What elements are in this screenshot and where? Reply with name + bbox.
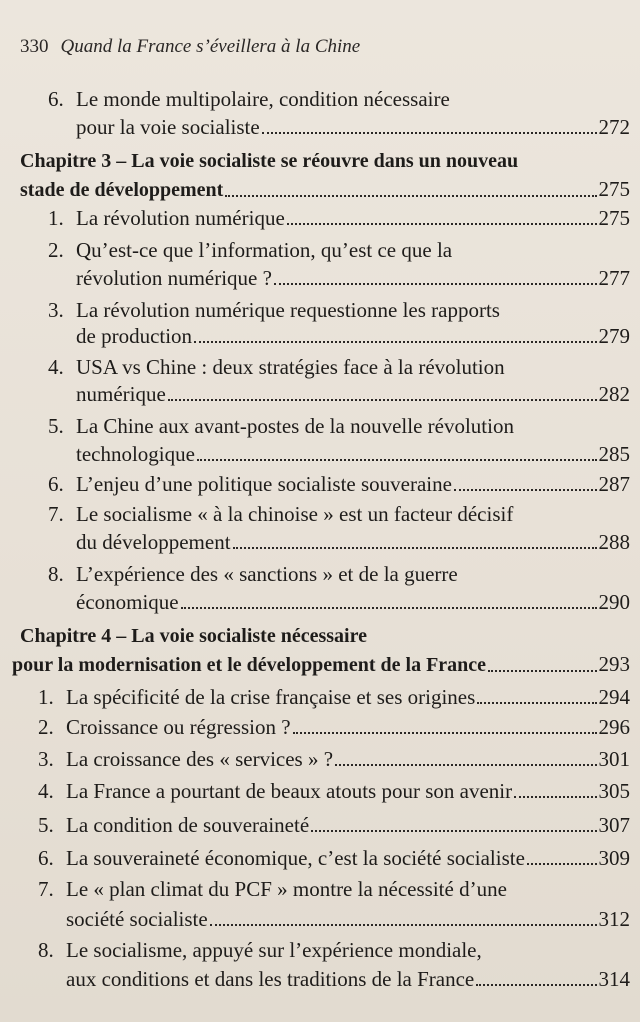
entry-title: L’enjeu d’une politique socialiste souveraine (76, 472, 452, 496)
dot-leader (262, 132, 597, 134)
entry-number: 8. (48, 562, 64, 586)
toc-entry (48, 413, 620, 439)
toc-entry (38, 876, 620, 902)
dot-leader (274, 283, 597, 285)
entry-page-number: 272 (598, 115, 630, 139)
toc-entry (76, 114, 630, 140)
chapter-entry (20, 176, 630, 203)
dot-leader (454, 489, 597, 491)
toc-entry (76, 323, 630, 349)
entry-title: La spécificité de la crise française et ses origines (66, 685, 476, 709)
entry-page-number: 307 (598, 813, 630, 837)
dot-leader (488, 670, 596, 672)
dot-leader (197, 459, 597, 461)
entry-page-number: 275 (598, 206, 630, 230)
toc-entry (48, 86, 620, 112)
dot-leader (210, 924, 597, 926)
toc-entry (48, 471, 630, 497)
dot-leader (168, 399, 597, 401)
toc-entry (38, 778, 630, 804)
entry-title: La révolution numérique (76, 206, 285, 230)
dot-leader (476, 984, 596, 986)
entry-page-number: 305 (598, 779, 630, 803)
entry-page-number: 277 (598, 266, 630, 290)
entry-title: de production (76, 324, 193, 348)
entry-number: 6. (48, 87, 64, 111)
entry-number: 2. (48, 238, 64, 262)
entry-title: L’expérience des « sanctions » et de la guerre (76, 562, 458, 586)
entry-title: du développement (76, 530, 231, 554)
entry-number: 2. (38, 715, 54, 739)
dot-leader (477, 702, 596, 704)
dot-leader (293, 732, 597, 734)
toc-entry (38, 845, 630, 871)
toc-entry (38, 714, 630, 740)
entry-title: numérique (76, 382, 166, 406)
entry-page-number: 293 (598, 652, 630, 676)
entry-page-number: 294 (598, 685, 630, 709)
entry-number: 1. (48, 206, 64, 230)
entry-title: La Chine aux avant-postes de la nouvelle révolution (76, 414, 514, 438)
toc-entry (38, 684, 630, 710)
entry-page-number: 287 (598, 472, 630, 496)
toc-entry (76, 589, 630, 615)
entry-page-number: 282 (598, 382, 630, 406)
entry-title: aux conditions et dans les traditions de la France (66, 967, 475, 991)
entry-page-number: 314 (598, 967, 630, 991)
page-number: 330 (20, 36, 49, 57)
entry-title: Le socialisme « à la chinoise » est un facteur décisif (76, 502, 514, 526)
dot-leader (181, 607, 597, 609)
chapter-entry (20, 148, 620, 174)
entry-number: 4. (38, 779, 54, 803)
entry-number: 7. (38, 877, 54, 901)
entry-title: Chapitre 3 – La voie socialiste se réouvre dans un nouveau (20, 150, 519, 172)
dot-leader (287, 223, 597, 225)
toc-entry (48, 501, 620, 527)
dot-leader (194, 341, 596, 343)
entry-page-number: 279 (598, 324, 630, 348)
entry-page-number: 312 (598, 907, 630, 931)
entry-page-number: 288 (598, 530, 630, 554)
entry-title: révolution numérique ? (76, 266, 272, 290)
dot-leader (233, 547, 597, 549)
entry-number: 1. (38, 685, 54, 709)
entry-title: pour la modernisation et le développement de la France (12, 654, 487, 676)
entry-number: 5. (48, 414, 64, 438)
entry-page-number: 301 (598, 747, 630, 771)
toc-entry (76, 441, 630, 467)
toc-entry (48, 561, 620, 587)
toc-entry (76, 265, 630, 291)
entry-number: 3. (38, 747, 54, 771)
entry-number: 6. (48, 472, 64, 496)
entry-title: USA vs Chine : deux stratégies face à la révolution (76, 355, 505, 379)
toc-entry (38, 812, 630, 838)
entry-title: La France a pourtant de beaux atouts pour son avenir (66, 779, 513, 803)
chapter-entry (12, 651, 630, 678)
book-title: Quand la France s’éveillera à la Chine (60, 36, 361, 57)
dot-leader (527, 863, 597, 865)
entry-title: société socialiste (66, 907, 208, 931)
entry-title: La croissance des « services » ? (66, 747, 334, 771)
toc-entry (48, 205, 630, 231)
entry-title: pour la voie socialiste (76, 115, 260, 139)
entry-title: Le socialisme, appuyé sur l’expérience mondiale, (66, 938, 482, 962)
entry-title: Croissance ou régression ? (66, 715, 291, 739)
toc-entry (48, 354, 620, 380)
toc-entry (66, 906, 630, 932)
entry-title: La révolution numérique requestionne les rapports (76, 298, 500, 322)
entry-page-number: 285 (598, 442, 630, 466)
toc-entry (76, 381, 630, 407)
dot-leader (225, 195, 596, 197)
entry-page-number: 275 (598, 177, 630, 201)
entry-title: économique (76, 590, 179, 614)
entry-number: 5. (38, 813, 54, 837)
entry-title: Le monde multipolaire, condition nécessaire (76, 87, 450, 111)
toc-entry (66, 966, 630, 992)
chapter-entry (20, 623, 620, 649)
dot-leader (514, 796, 596, 798)
dot-leader (311, 830, 596, 832)
entry-page-number: 290 (598, 590, 630, 614)
entry-title: technologique (76, 442, 195, 466)
toc-entry (48, 237, 620, 263)
entry-title: La condition de souveraineté (66, 813, 310, 837)
entry-title: La souveraineté économique, c’est la société socialiste (66, 846, 525, 870)
entry-page-number: 309 (598, 846, 630, 870)
entry-page-number: 296 (598, 715, 630, 739)
toc-entry (38, 937, 620, 963)
entry-number: 7. (48, 502, 64, 526)
entry-title: Le « plan climat du PCF » montre la nécessité d’une (66, 877, 507, 901)
entry-title: Qu’est-ce que l’information, qu’est ce que la (76, 238, 453, 262)
entry-title: stade de développement (20, 179, 224, 201)
entry-number: 6. (38, 846, 54, 870)
toc-entry (76, 529, 630, 555)
toc-entry (48, 297, 620, 323)
running-header (20, 36, 360, 58)
entry-number: 3. (48, 298, 64, 322)
entry-number: 8. (38, 938, 54, 962)
entry-number: 4. (48, 355, 64, 379)
entry-title: Chapitre 4 – La voie socialiste nécessaire (20, 625, 367, 647)
dot-leader (335, 764, 596, 766)
toc-entry (38, 746, 630, 772)
